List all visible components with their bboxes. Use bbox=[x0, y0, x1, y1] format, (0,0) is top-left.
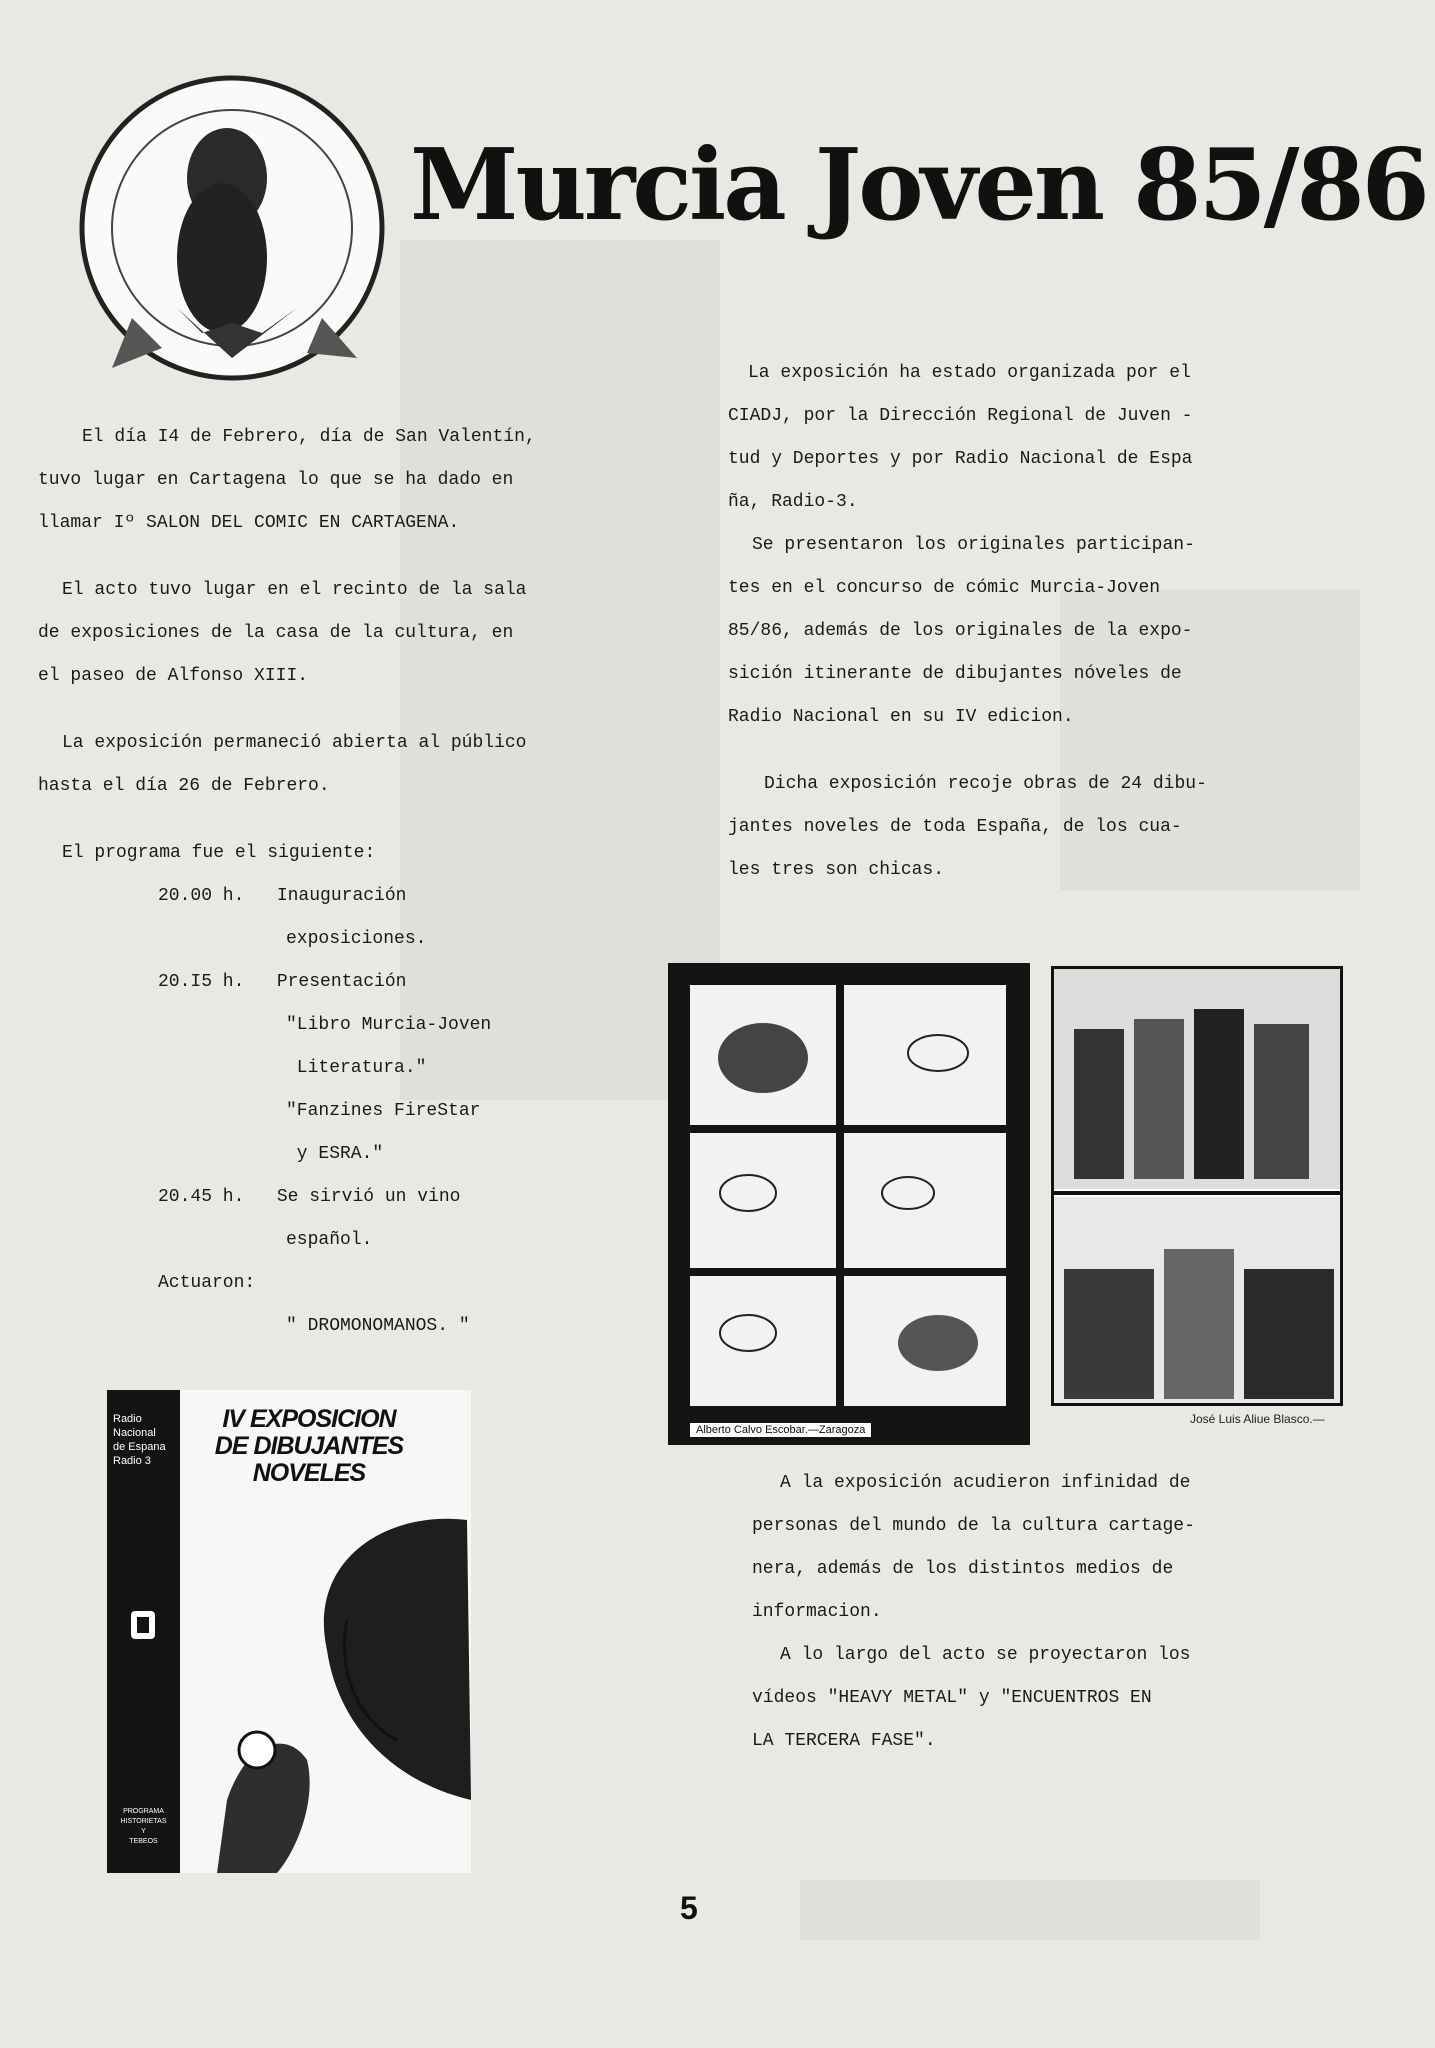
program-text: Se sirvió un vino bbox=[276, 1187, 461, 1207]
paragraph-line: A la exposición acudieron infinidad de bbox=[780, 1473, 1191, 1493]
exposition-poster bbox=[107, 1390, 471, 1873]
paragraph-line: de exposiciones de la casa de la cultura, en bbox=[38, 623, 514, 643]
sidebar-bottom-line: PROGRAMA bbox=[123, 1808, 164, 1815]
sidebar-line: de Espana bbox=[113, 1441, 166, 1453]
program-time: 20.I5 h. bbox=[158, 972, 245, 992]
paragraph-line: 85/86, además de los originales de la expo- bbox=[728, 621, 1193, 641]
paragraph-line: Radio Nacional en su IV edicion. bbox=[728, 707, 1074, 727]
program-line bbox=[38, 1176, 628, 1219]
coat-of-arms-icon bbox=[127, 1605, 159, 1645]
sidebar-line: Radio bbox=[113, 1413, 142, 1425]
poster-sidebar bbox=[107, 1390, 180, 1873]
comic-panels bbox=[668, 963, 1030, 1445]
paragraph-line: tud y Deportes y por Radio Nacional de Espa bbox=[728, 449, 1193, 469]
program-text: exposiciones. bbox=[286, 929, 427, 949]
program-text: "Libro Murcia-Joven bbox=[286, 1015, 492, 1035]
paragraph-line: Se presentaron los originales participan- bbox=[752, 535, 1195, 555]
paragraph-line: ña, Radio-3. bbox=[728, 492, 858, 512]
paragraph-line: llamar Iº SALON DEL COMIC EN CARTAGENA. bbox=[38, 513, 460, 533]
comic-b-panels bbox=[1054, 969, 1340, 1403]
paragraph-line: hasta el día 26 de Febrero. bbox=[38, 776, 330, 796]
paragraph-line: tuvo lugar en Cartagena lo que se ha dado en bbox=[38, 470, 514, 490]
poster-heading-line: DE DIBUJANTES bbox=[214, 1432, 404, 1460]
paragraph-line: nera, además de los distintos medios de bbox=[752, 1559, 1174, 1579]
page-title: Murcia Joven 85/86 bbox=[410, 128, 1427, 243]
paragraph-line: El acto tuvo lugar en el recinto de la sala bbox=[62, 580, 527, 600]
paragraph-line: tes en el concurso de cómic Murcia-Joven bbox=[728, 578, 1161, 598]
page-number: 5 bbox=[680, 1890, 698, 1926]
actuaron-value: " DROMONOMANOS. " bbox=[286, 1316, 470, 1336]
program-intro: El programa fue el siguiente: bbox=[62, 843, 376, 863]
program-text: y ESRA." bbox=[286, 1144, 384, 1164]
bleed-through-panel bbox=[800, 1880, 1260, 1940]
paragraph-line: CIADJ, por la Dirección Regional de Juven - bbox=[728, 406, 1193, 426]
program-time: 20.45 h. bbox=[158, 1187, 245, 1207]
paragraph-line: La exposición permaneció abierta al público bbox=[62, 733, 527, 753]
program-line bbox=[38, 961, 628, 1004]
murcia-joven-logo bbox=[72, 58, 402, 408]
comic-page-image bbox=[668, 963, 1030, 1445]
left-column bbox=[38, 416, 628, 1348]
paragraph-line: A lo largo del acto se proyectaron los bbox=[780, 1645, 1191, 1665]
sidebar-line: Nacional bbox=[113, 1427, 156, 1439]
program-text: Literatura." bbox=[286, 1058, 427, 1078]
paragraph-line: El día I4 de Febrero, día de San Valentín, bbox=[82, 427, 536, 447]
paragraph-line: personas del mundo de la cultura cartage- bbox=[752, 1516, 1195, 1536]
paragraph-line: sición itinerante de dibujantes nóveles de bbox=[728, 664, 1182, 684]
program-time: 20.00 h. bbox=[158, 886, 245, 906]
sidebar-bottom-line: HISTORIETAS bbox=[120, 1818, 167, 1825]
paragraph-line: el paseo de Alfonso XIII. bbox=[38, 666, 309, 686]
paragraph-line: La exposición ha estado organizada por el bbox=[748, 363, 1191, 383]
poster-heading-line: NOVELES bbox=[252, 1459, 366, 1487]
program-text: "Fanzines FireStar bbox=[286, 1101, 481, 1121]
right-column-lower bbox=[752, 1462, 1312, 1763]
program-line bbox=[38, 875, 628, 918]
program-text: Presentación bbox=[276, 972, 407, 992]
paragraph-line: les tres son chicas. bbox=[728, 860, 945, 880]
comic-b-credit: José Luis Aliue Blasco.— bbox=[1190, 1412, 1325, 1426]
paragraph-line: informacion. bbox=[752, 1602, 882, 1622]
radio-nacional-label bbox=[113, 1412, 166, 1468]
program-label bbox=[107, 1807, 180, 1847]
paragraph-line: Dicha exposición recoje obras de 24 dibu- bbox=[764, 774, 1207, 794]
paragraph-line: LA TERCERA FASE". bbox=[752, 1731, 936, 1751]
sidebar-bottom-line: TEBEOS bbox=[129, 1838, 158, 1845]
program-text: Inauguración bbox=[276, 886, 407, 906]
comic-a-caption: Alberto Calvo Escobar.—Zaragoza bbox=[690, 1423, 871, 1437]
poster-illustration bbox=[187, 1500, 471, 1873]
comic-illustration-image bbox=[1051, 966, 1343, 1406]
sidebar-line: Radio 3 bbox=[113, 1455, 151, 1467]
actuaron-label: Actuaron: bbox=[158, 1273, 256, 1293]
program-text: español. bbox=[286, 1230, 373, 1250]
paragraph-line: vídeos "HEAVY METAL" y "ENCUENTROS EN bbox=[752, 1688, 1152, 1708]
poster-heading-line: IV EXPOSICION bbox=[222, 1405, 396, 1433]
sidebar-bottom-line: Y bbox=[141, 1828, 146, 1835]
poster-heading bbox=[189, 1406, 429, 1487]
paragraph-line: jantes noveles de toda España, de los cua- bbox=[728, 817, 1182, 837]
right-column bbox=[728, 352, 1288, 892]
